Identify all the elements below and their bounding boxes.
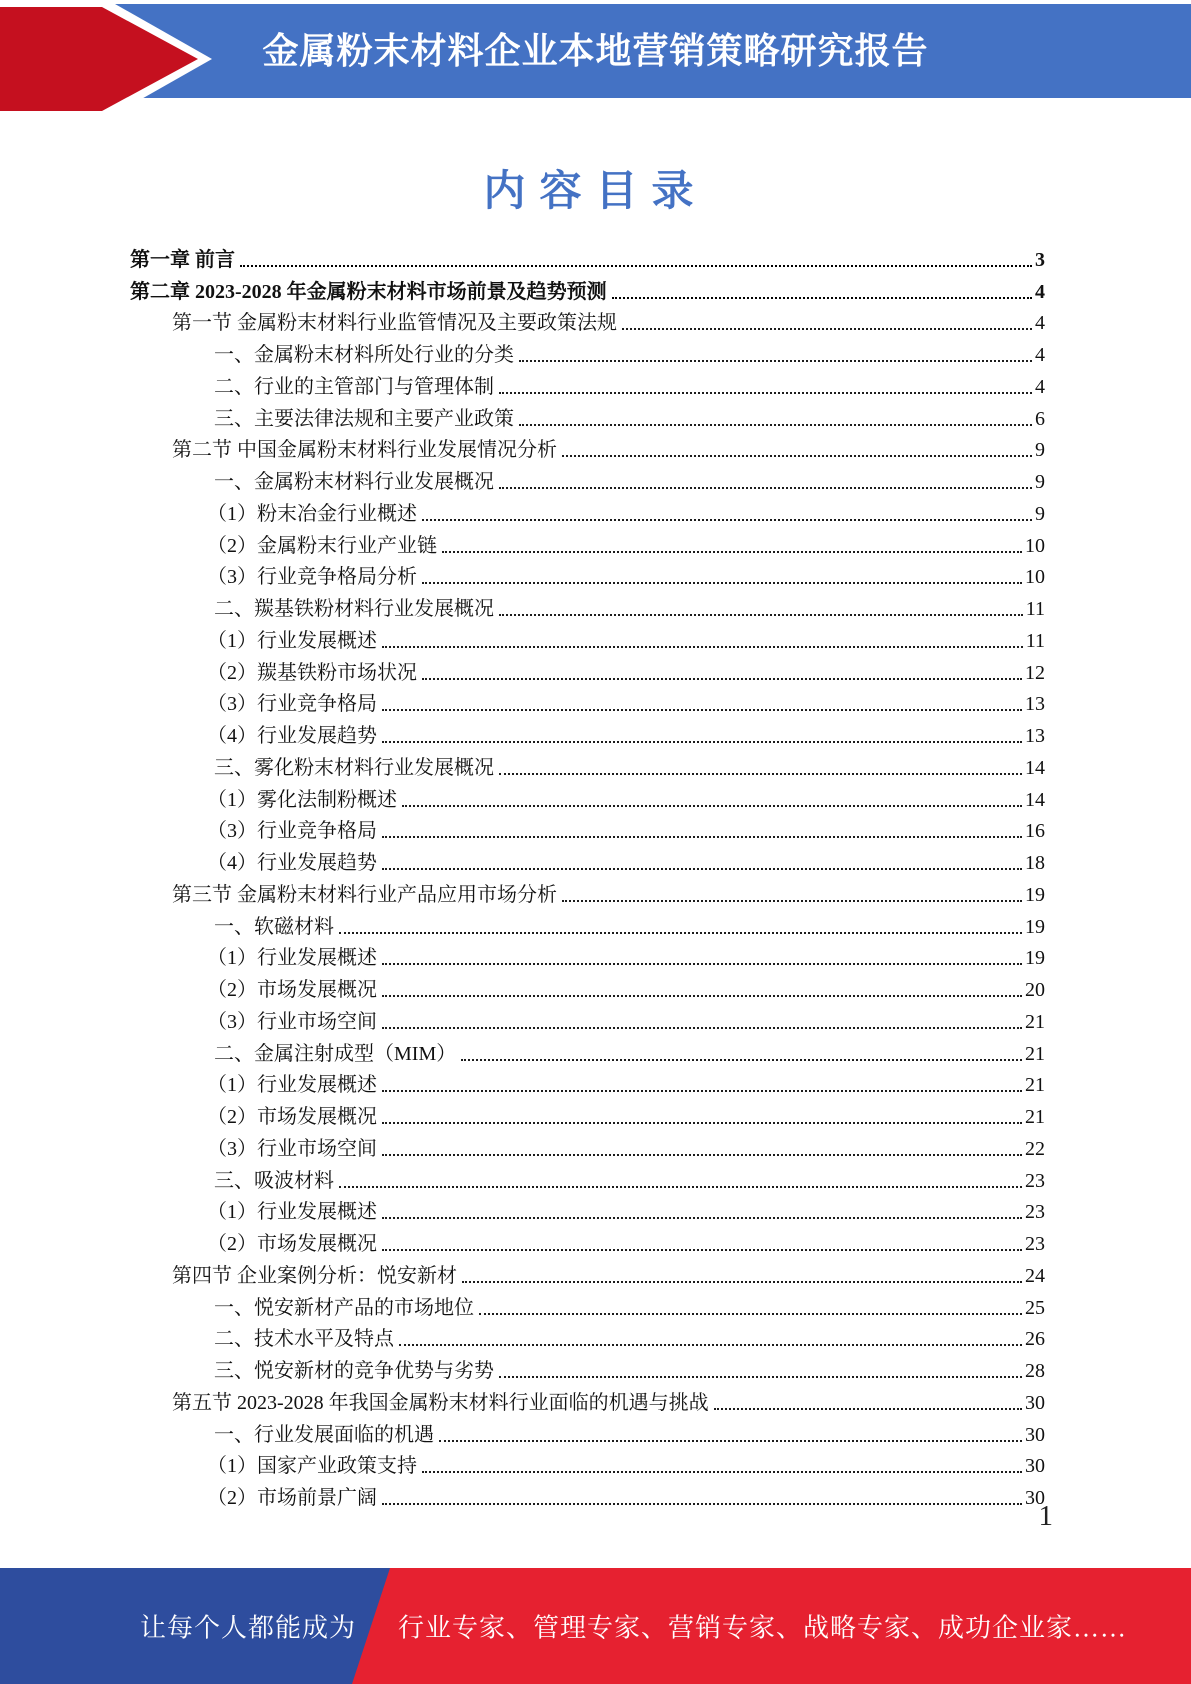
toc-entry-text: （3）行业竞争格局分析 xyxy=(207,566,417,589)
toc-entry-page: 19 xyxy=(1025,947,1045,970)
toc-entry-page: 12 xyxy=(1025,661,1045,684)
toc-entry-text: 一、金属粉末材料所处行业的分类 xyxy=(214,344,514,366)
toc-entry-text: （1）行业发展概述 xyxy=(207,1201,377,1224)
toc-entry-text: 三、吸波材料 xyxy=(214,1169,334,1192)
toc-entry-text: （2）羰基铁粉市场状况 xyxy=(207,661,417,684)
toc-entry[interactable] xyxy=(130,1416,1045,1448)
toc-entry-text: （1）行业发展概述 xyxy=(207,629,377,652)
toc-entry[interactable] xyxy=(130,336,1045,368)
dot-leader xyxy=(240,265,1032,267)
toc-entry-page: 4 xyxy=(1035,280,1045,303)
dot-leader xyxy=(382,1217,1022,1219)
toc-entry-page: 3 xyxy=(1035,248,1045,271)
dot-leader xyxy=(382,1503,1022,1505)
dot-leader xyxy=(422,1471,1022,1473)
dot-leader xyxy=(382,1027,1022,1029)
toc-entry[interactable] xyxy=(130,1479,1045,1511)
toc-entry[interactable] xyxy=(130,1225,1045,1257)
toc-entry[interactable] xyxy=(130,1257,1045,1289)
dot-leader xyxy=(382,1154,1022,1156)
dot-leader xyxy=(382,646,1023,648)
toc-entry-page: 30 xyxy=(1025,1391,1045,1414)
toc-entry[interactable] xyxy=(130,781,1045,813)
toc-entry-text: 第三节 金属粉末材料行业产品应用市场分析 xyxy=(172,883,557,906)
toc-entry-page: 30 xyxy=(1025,1423,1045,1446)
dot-leader xyxy=(382,1249,1022,1251)
toc-entry[interactable] xyxy=(130,1130,1045,1162)
toc-entry-text: 一、行业发展面临的机遇 xyxy=(214,1423,434,1446)
dot-leader xyxy=(519,424,1032,426)
toc-entry[interactable] xyxy=(130,717,1045,749)
toc-entry[interactable] xyxy=(130,844,1045,876)
dot-leader xyxy=(499,614,1023,616)
toc-entry[interactable] xyxy=(130,1067,1045,1099)
toc-entry-page: 21 xyxy=(1025,1010,1045,1033)
toc-entry-text: （2）市场前景广阔 xyxy=(207,1487,377,1509)
toc-entry-page: 9 xyxy=(1035,439,1045,462)
toc-entry-text: 三、悦安新材的竞争优势与劣势 xyxy=(214,1360,494,1382)
toc-entry-text: （2）市场发展概况 xyxy=(207,1106,377,1128)
dot-leader xyxy=(499,487,1032,489)
toc-entry-text: （1）粉末冶金行业概述 xyxy=(207,502,417,525)
footer-slogan-right: 行业专家、管理专家、营销专家、战略专家、成功企业家…… xyxy=(398,1613,1128,1643)
toc-entry[interactable] xyxy=(130,813,1045,845)
page-number: 1 xyxy=(1038,1500,1053,1532)
toc-entry-page: 4 xyxy=(1035,344,1045,366)
toc-entry-page: 13 xyxy=(1025,693,1045,716)
toc-entry-page: 9 xyxy=(1035,471,1045,493)
toc-entry-page: 28 xyxy=(1025,1360,1045,1382)
toc-entry-page: 23 xyxy=(1025,1233,1045,1255)
toc-entry-text: （3）行业市场空间 xyxy=(207,1010,377,1033)
toc-entry[interactable] xyxy=(130,1321,1045,1353)
toc-entry[interactable] xyxy=(130,1035,1045,1067)
toc-entry[interactable] xyxy=(130,1003,1045,1035)
toc-entry-page: 21 xyxy=(1025,1106,1045,1128)
dot-leader xyxy=(402,805,1022,807)
toc-entry-page: 26 xyxy=(1025,1328,1045,1351)
toc-entry-page: 9 xyxy=(1035,502,1045,525)
toc-list xyxy=(130,241,1045,1511)
dot-leader xyxy=(382,1090,1022,1092)
dot-leader xyxy=(622,328,1032,330)
toc-entry[interactable] xyxy=(130,1384,1045,1416)
dot-leader xyxy=(382,1122,1022,1124)
toc-entry-text: 二、羰基铁粉材料行业发展概况 xyxy=(214,598,494,620)
dot-leader xyxy=(562,900,1022,902)
toc-entry-page: 19 xyxy=(1025,883,1045,906)
dot-leader xyxy=(339,1186,1022,1188)
toc-entry[interactable] xyxy=(130,432,1045,464)
toc-entry-text: 第二章 2023-2028 年金属粉末材料市场前景及趋势预测 xyxy=(130,280,607,303)
toc-entry-text: 第二节 中国金属粉末材料行业发展情况分析 xyxy=(172,439,557,462)
toc-entry-page: 6 xyxy=(1035,407,1045,430)
toc-entry[interactable] xyxy=(130,273,1045,305)
toc-entry-page: 18 xyxy=(1025,852,1045,874)
dot-leader xyxy=(382,709,1022,711)
toc-entry-text: 三、雾化粉末材料行业发展概况 xyxy=(214,756,494,779)
report-title: 金属粉末材料企业本地营销策略研究报告 xyxy=(262,30,929,71)
toc-entry-page: 11 xyxy=(1025,598,1045,620)
toc-entry-page: 30 xyxy=(1025,1487,1045,1509)
toc-entry-page: 10 xyxy=(1025,534,1045,557)
toc-entry-text: 一、金属粉末材料行业发展概况 xyxy=(214,471,494,493)
dot-leader xyxy=(399,1344,1022,1346)
toc-entry[interactable] xyxy=(130,495,1045,527)
toc-entry-page: 13 xyxy=(1025,725,1045,747)
toc-entry[interactable] xyxy=(130,654,1045,686)
toc-entry[interactable] xyxy=(130,876,1045,908)
dot-leader xyxy=(562,455,1032,457)
toc-entry-text: 二、金属注射成型（MIM） xyxy=(214,1042,457,1065)
toc-entry-text: 三、主要法律法规和主要产业政策 xyxy=(214,407,514,430)
toc-entry-page: 19 xyxy=(1025,915,1045,938)
dot-leader xyxy=(382,963,1022,965)
toc-entry-text: （1）国家产业政策支持 xyxy=(207,1455,417,1478)
toc-entry-page: 4 xyxy=(1035,312,1045,335)
footer-slogan-left: 让每个人都能成为 xyxy=(140,1613,357,1643)
toc-entry-text: （1）行业发展概述 xyxy=(207,1074,377,1097)
toc-entry-page: 23 xyxy=(1025,1169,1045,1192)
toc-entry-page: 21 xyxy=(1025,1074,1045,1097)
toc-entry-text: （3）行业市场空间 xyxy=(207,1137,377,1160)
toc-entry[interactable] xyxy=(130,686,1045,718)
toc-entry[interactable] xyxy=(130,368,1045,400)
dot-leader xyxy=(442,551,1022,553)
toc-entry[interactable] xyxy=(130,749,1045,781)
toc-entry-page: 25 xyxy=(1025,1296,1045,1319)
toc-entry-page: 20 xyxy=(1025,979,1045,1001)
dot-leader xyxy=(499,773,1022,775)
toc-entry-text: （4）行业发展趋势 xyxy=(207,852,377,874)
toc-entry-text: （3）行业竞争格局 xyxy=(207,820,377,843)
toc-entry[interactable] xyxy=(130,1448,1045,1480)
toc-entry-page: 14 xyxy=(1025,788,1045,811)
toc-entry-text: 二、行业的主管部门与管理体制 xyxy=(214,375,494,398)
dot-leader xyxy=(422,678,1022,680)
dot-leader xyxy=(382,995,1022,997)
toc-entry[interactable] xyxy=(130,305,1045,337)
toc-entry-page: 24 xyxy=(1025,1264,1045,1287)
toc-entry-page: 14 xyxy=(1025,756,1045,779)
dot-leader xyxy=(499,392,1032,394)
toc-entry-text: 一、软磁材料 xyxy=(214,915,334,938)
toc-entry[interactable] xyxy=(130,241,1045,273)
toc-entry[interactable] xyxy=(130,463,1045,495)
footer xyxy=(0,1568,1191,1684)
toc-entry[interactable] xyxy=(130,590,1045,622)
toc-entry[interactable] xyxy=(130,559,1045,591)
toc-entry-text: 一、悦安新材产品的市场地位 xyxy=(214,1296,474,1319)
toc-entry-text: （1）行业发展概述 xyxy=(207,947,377,970)
toc-entry-text: （4）行业发展趋势 xyxy=(207,725,377,747)
toc-entry-text: （2）市场发展概况 xyxy=(207,979,377,1001)
toc-entry-text: （2）市场发展概况 xyxy=(207,1233,377,1255)
toc-entry[interactable] xyxy=(130,940,1045,972)
toc-entry-text: （2）金属粉末行业产业链 xyxy=(207,534,437,557)
toc-entry[interactable] xyxy=(130,527,1045,559)
dot-leader xyxy=(519,360,1032,362)
toc-entry[interactable] xyxy=(130,1194,1045,1226)
toc-entry-page: 4 xyxy=(1035,375,1045,398)
toc-entry[interactable] xyxy=(130,1289,1045,1321)
toc-entry[interactable] xyxy=(130,1352,1045,1384)
dot-leader xyxy=(439,1440,1022,1442)
toc-heading: 内容目录 xyxy=(483,169,708,215)
dot-leader xyxy=(499,1376,1022,1378)
dot-leader xyxy=(422,582,1022,584)
toc-entry-text: （3）行业竞争格局 xyxy=(207,693,377,716)
toc-entry-text: 二、技术水平及特点 xyxy=(214,1328,394,1351)
toc-entry[interactable] xyxy=(130,1098,1045,1130)
toc-entry-text: 第一节 金属粉末材料行业监管情况及主要政策法规 xyxy=(172,312,617,335)
dot-leader xyxy=(462,1281,1022,1283)
dot-leader xyxy=(612,297,1032,299)
toc-entry[interactable] xyxy=(130,908,1045,940)
toc-entry-page: 16 xyxy=(1025,820,1045,843)
dot-leader xyxy=(479,1313,1022,1315)
dot-leader xyxy=(339,932,1022,934)
dot-leader xyxy=(382,836,1022,838)
dot-leader xyxy=(461,1059,1022,1061)
toc-entry[interactable] xyxy=(130,971,1045,1003)
toc-entry-page: 11 xyxy=(1025,629,1045,652)
toc-entry[interactable] xyxy=(130,622,1045,654)
toc-entry[interactable] xyxy=(130,1162,1045,1194)
toc-entry-text: 第四节 企业案例分析：悦安新材 xyxy=(172,1264,457,1287)
toc-entry[interactable] xyxy=(130,400,1045,432)
dot-leader xyxy=(714,1408,1022,1410)
toc-entry-text: 第一章 前言 xyxy=(130,248,235,271)
toc-entry-page: 10 xyxy=(1025,566,1045,589)
toc-entry-page: 30 xyxy=(1025,1455,1045,1478)
toc-entry-page: 22 xyxy=(1025,1137,1045,1160)
dot-leader xyxy=(382,741,1022,743)
toc-entry-text: （1）雾化法制粉概述 xyxy=(207,788,397,811)
dot-leader xyxy=(382,868,1022,870)
dot-leader xyxy=(422,519,1032,521)
toc-entry-page: 21 xyxy=(1025,1042,1045,1065)
toc-entry-page: 23 xyxy=(1025,1201,1045,1224)
toc-entry-text: 第五节 2023-2028 年我国金属粉末材料行业面临的机遇与挑战 xyxy=(172,1391,709,1414)
